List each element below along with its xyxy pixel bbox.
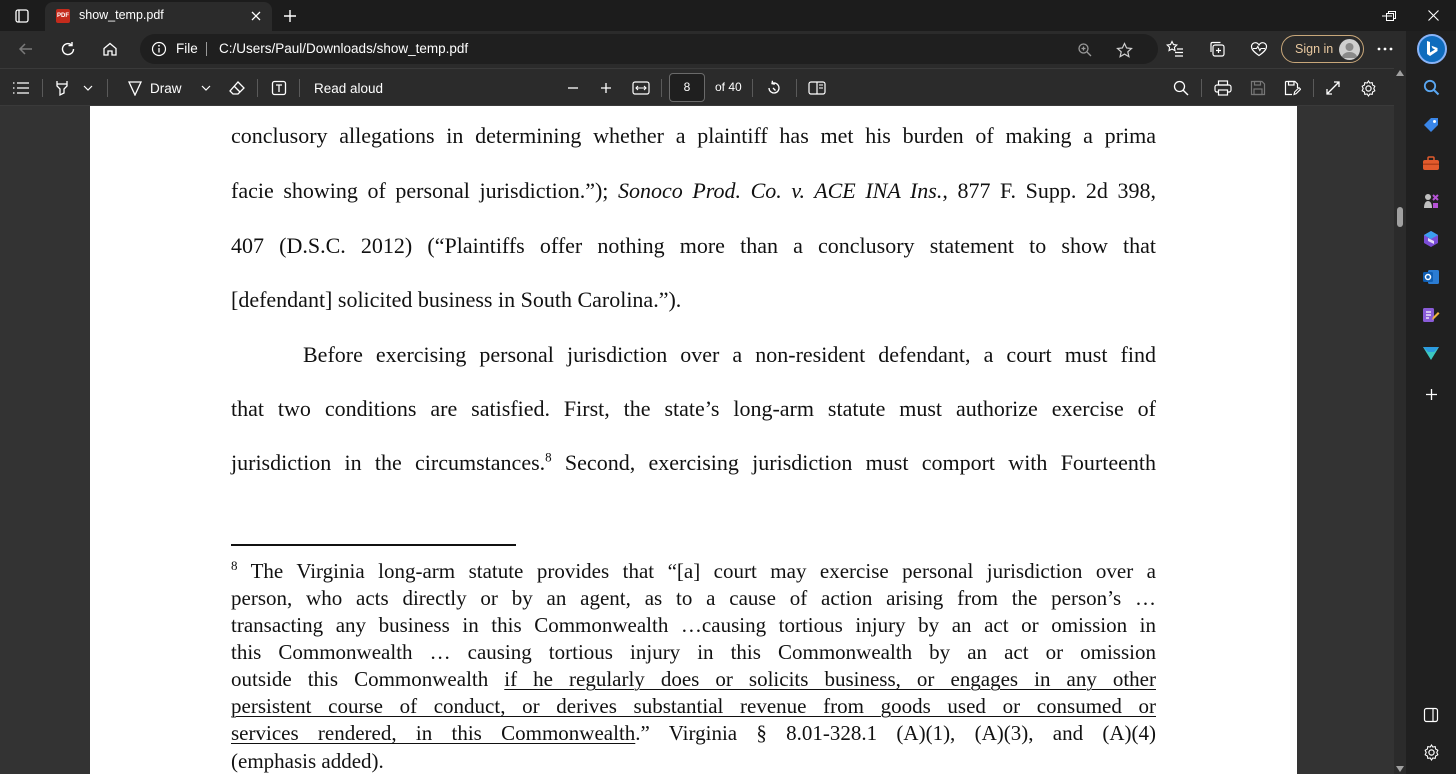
- edge-sidebar: [1406, 31, 1456, 774]
- page-view-button[interactable]: [806, 77, 828, 99]
- browser-essentials-button[interactable]: [1245, 36, 1273, 62]
- info-icon[interactable]: [151, 41, 167, 57]
- bing-logo-icon: [1425, 40, 1439, 58]
- shopping-tag-icon: [1422, 116, 1440, 134]
- table-of-contents-icon: [12, 81, 30, 95]
- home-button[interactable]: [96, 36, 124, 62]
- heart-pulse-icon: [1250, 40, 1268, 58]
- active-tab[interactable]: [45, 2, 272, 31]
- refresh-icon: [60, 41, 76, 57]
- scroll-thumb[interactable]: [1397, 207, 1403, 227]
- body-line-2: [231, 178, 1156, 204]
- find-button[interactable]: [1170, 77, 1192, 99]
- search-icon: [1173, 80, 1189, 96]
- body-text-segment: , 877 F. Supp. 2d 398,: [942, 178, 1156, 203]
- body-text-segment: jurisdiction in the circumstances.: [231, 450, 546, 475]
- toolbar-divider: [257, 79, 258, 97]
- contents-button[interactable]: [10, 77, 32, 99]
- text-box-icon: [271, 80, 287, 96]
- pdf-file-icon: PDF: [56, 9, 70, 23]
- footnote-reference[interactable]: 8: [545, 449, 552, 465]
- read-aloud-button[interactable]: [314, 77, 388, 99]
- sidebar-add-button[interactable]: [1416, 379, 1446, 409]
- chevron-down-icon: [83, 85, 93, 91]
- zoom-button[interactable]: [1075, 40, 1095, 60]
- body-line-7: [231, 450, 1156, 476]
- save-button[interactable]: [1247, 77, 1269, 99]
- collections-icon: [1208, 40, 1226, 58]
- gear-icon: [1423, 744, 1440, 761]
- footnote-text-segment: outside this Commonwealth: [231, 667, 505, 691]
- window-close-button[interactable]: [1410, 0, 1456, 31]
- close-icon: [251, 11, 261, 21]
- chevron-down-icon: [201, 85, 211, 91]
- collections-button[interactable]: [1203, 36, 1231, 62]
- sidebar-hide-button[interactable]: [1416, 700, 1446, 730]
- home-icon: [102, 41, 118, 57]
- read-aloud-label: Read aloud: [314, 80, 384, 96]
- scroll-down-arrow-icon[interactable]: [1396, 766, 1404, 772]
- toolbar-divider: [107, 79, 108, 97]
- body-line-3: 407 (D.S.C. 2012) (“Plaintiffs offer nothing more than a conclusory statement to show that: [231, 233, 1156, 258]
- draw-pen-icon: [127, 80, 143, 96]
- toolbox-icon: [1422, 155, 1440, 171]
- star-icon: [1116, 42, 1133, 59]
- minus-icon: [567, 82, 579, 94]
- toolbar-divider: [1313, 79, 1314, 97]
- tab-title: show_temp.pdf: [79, 8, 164, 22]
- games-chess-icon: [1422, 192, 1440, 210]
- address-divider: [206, 42, 207, 56]
- toolbar-divider: [1201, 79, 1202, 97]
- url-scheme-label: File: [176, 41, 198, 56]
- address-bar[interactable]: [140, 34, 1158, 64]
- body-text-segment: Second, exercising jurisdiction must comport with Fourteenth: [551, 450, 1157, 475]
- microsoft-365-icon: [1422, 230, 1440, 248]
- sign-in-label: Sign in: [1295, 42, 1334, 56]
- sidebar-search-button[interactable]: [1416, 72, 1446, 102]
- save-as-icon: [1284, 80, 1301, 96]
- body-text-segment: facie showing of personal jurisdiction.”);: [231, 178, 609, 203]
- pdf-settings-button[interactable]: [1357, 77, 1379, 99]
- pdf-viewer[interactable]: [0, 106, 1394, 774]
- footnote-emphasis: services rendered, in this Commonwealth: [231, 721, 636, 745]
- save-as-button[interactable]: [1281, 77, 1303, 99]
- sidebar-games-button[interactable]: [1416, 186, 1446, 216]
- restore-icon: [1386, 11, 1396, 21]
- navigation-bar: [0, 31, 1456, 68]
- new-tab-button[interactable]: [278, 4, 302, 28]
- draw-icon-holder[interactable]: [124, 77, 146, 99]
- toolbar-divider: [796, 79, 797, 97]
- user-avatar-icon: [1339, 39, 1360, 60]
- print-button[interactable]: [1212, 77, 1234, 99]
- back-button[interactable]: [12, 36, 40, 62]
- close-icon: [1428, 10, 1439, 21]
- footnote-text-segment: The Virginia long-arm statute provides that “[a] court may exercise personal jurisdiction over a: [237, 559, 1156, 583]
- sidebar-settings-button[interactable]: [1416, 737, 1446, 767]
- body-line-4: [defendant] solicited business in South Carolina.”).: [231, 287, 682, 312]
- save-icon: [1250, 80, 1266, 96]
- refresh-button[interactable]: [54, 36, 82, 62]
- tab-bar: [0, 0, 1456, 31]
- toolbar-divider: [752, 79, 753, 97]
- fit-to-width-button[interactable]: [630, 77, 652, 99]
- avatar: [1339, 39, 1360, 60]
- search-icon: [1423, 79, 1440, 96]
- footnote-marker: 8: [231, 558, 238, 573]
- footnote-line-3: transacting any business in this Commonwealth …causing tortious injury by an act or omission in: [231, 613, 1156, 637]
- body-line-6: that two conditions are satisfied. First, the state’s long-arm statute must authorize exercise of: [231, 396, 1156, 421]
- zoom-out-button[interactable]: [562, 77, 584, 99]
- footnote-line-2: person, who acts directly or by an agent, as to a cause of action arising from the person’s …: [231, 586, 1156, 610]
- footnote-line-4: this Commonwealth … causing tortious injury in this Commonwealth by an act or omission: [231, 640, 1156, 664]
- tab-actions-icon: [14, 8, 30, 24]
- body-line-5: Before exercising personal jurisdiction over a non-resident defendant, a court must find: [303, 342, 1156, 367]
- footnote-line-6: persistent course of conduct, or derives substantial revenue from goods used or consumed or: [231, 694, 1156, 718]
- scroll-up-arrow-icon[interactable]: [1396, 70, 1404, 76]
- footnote-divider: [231, 544, 516, 546]
- toolbar-divider: [42, 79, 43, 97]
- footnote-line-7: [231, 721, 1156, 746]
- full-screen-button[interactable]: [1322, 77, 1344, 99]
- footnote-line-1: [231, 559, 1156, 584]
- more-dots-icon: [1377, 47, 1393, 51]
- draw-button[interactable]: [150, 77, 190, 99]
- expand-icon: [1326, 81, 1340, 95]
- printer-icon: [1214, 80, 1232, 96]
- favorites-button[interactable]: [1161, 36, 1189, 62]
- drop-pencil-icon: [1422, 306, 1440, 324]
- zoom-in-button[interactable]: [595, 77, 617, 99]
- designer-triangle-icon: [1422, 345, 1440, 361]
- rotate-icon: [766, 80, 782, 96]
- copilot-button[interactable]: [1417, 34, 1447, 64]
- url-text[interactable]: C:/Users/Paul/Downloads/show_temp.pdf: [219, 41, 469, 56]
- sidebar-drop-button[interactable]: [1416, 300, 1446, 330]
- draw-options-dropdown[interactable]: [198, 77, 214, 99]
- rotate-button[interactable]: [763, 77, 785, 99]
- sidebar-outlook-button[interactable]: [1416, 262, 1446, 292]
- draw-label: Draw: [150, 80, 182, 96]
- favorite-button[interactable]: [1114, 40, 1134, 60]
- tab-actions-button[interactable]: [8, 4, 36, 28]
- pdf-page: [90, 106, 1297, 774]
- plus-icon: [1425, 388, 1438, 401]
- back-arrow-icon: [18, 41, 34, 57]
- sidebar-shopping-button[interactable]: [1416, 110, 1446, 140]
- sidebar-microsoft-365-button[interactable]: [1416, 224, 1446, 254]
- favorites-list-icon: [1166, 40, 1184, 58]
- sign-in-button[interactable]: [1281, 35, 1364, 63]
- footnote-line-8: (emphasis added).: [231, 749, 384, 773]
- page-count: of 40: [715, 80, 742, 94]
- fit-width-icon: [632, 81, 650, 95]
- plus-icon: [283, 9, 297, 23]
- highlighter-icon: [54, 79, 70, 97]
- body-line-1: conclusory allegations in determining whether a plaintiff has met his burden of making a prima: [231, 123, 1156, 148]
- page-view-icon: [808, 81, 826, 95]
- highlight-options-dropdown[interactable]: [80, 77, 96, 99]
- page-number-input[interactable]: 8: [669, 73, 705, 102]
- toolbar-divider: [299, 79, 300, 97]
- outlook-icon: [1422, 268, 1440, 286]
- case-citation: Sonoco Prod. Co. v. ACE INA Ins.: [618, 178, 943, 203]
- vertical-scrollbar[interactable]: [1394, 68, 1406, 774]
- tab-close-button[interactable]: [246, 6, 266, 26]
- sidebar-tools-button[interactable]: [1416, 148, 1446, 178]
- settings-and-more-button[interactable]: [1371, 36, 1399, 62]
- toolbar-divider: [661, 79, 662, 97]
- sidebar-panel-icon: [1423, 707, 1439, 723]
- pdf-toolbar: [0, 68, 1394, 106]
- footnote-text-segment: .” Virginia § 8.01-328.1 (A)(1), (A)(3), and (A)(4): [635, 721, 1156, 745]
- erase-button[interactable]: [226, 77, 248, 99]
- restore-button[interactable]: [1368, 0, 1414, 31]
- footnote-line-5: [231, 667, 1156, 692]
- eraser-icon: [228, 80, 246, 96]
- plus-icon: [600, 82, 612, 94]
- sidebar-designer-button[interactable]: [1416, 338, 1446, 368]
- highlight-button[interactable]: [51, 77, 73, 99]
- footnote-emphasis: if he regularly does or solicits business, or engages in any other: [504, 667, 1156, 691]
- zoom-icon: [1077, 42, 1093, 58]
- gear-icon: [1360, 80, 1377, 97]
- add-text-button[interactable]: [268, 77, 290, 99]
